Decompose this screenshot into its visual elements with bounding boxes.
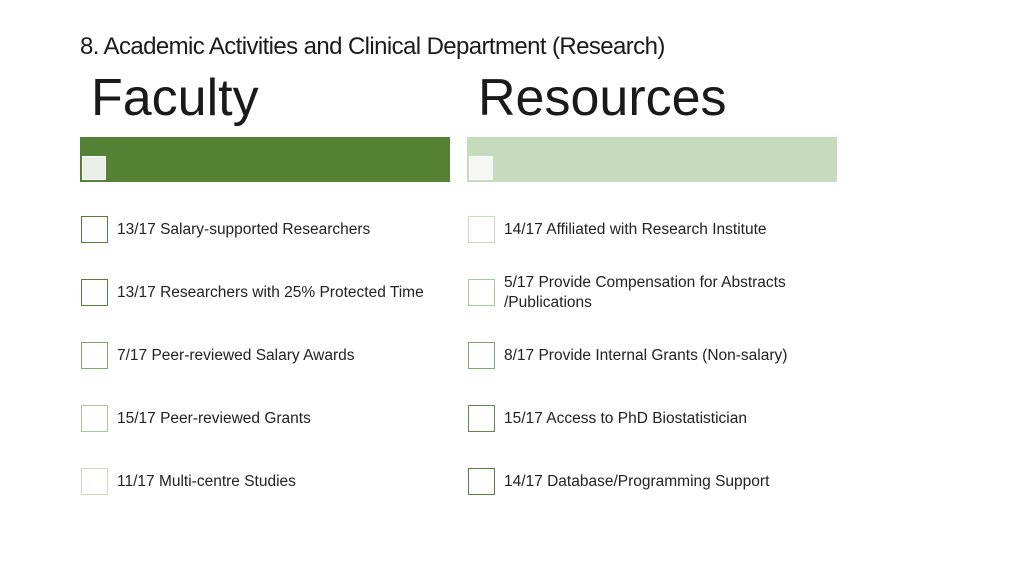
list-item-label: 11/17 Multi-centre Studies [117,473,296,490]
list-item-label: 14/17 Affiliated with Research Institute [504,221,767,238]
list-item [467,462,837,502]
checkbox-icon [81,279,108,306]
list-item [80,273,450,313]
resources-header-box [469,156,493,180]
list-item [80,399,450,439]
checkbox-icon [81,405,108,432]
list-item-label: 8/17 Provide Internal Grants (Non-salary) [504,347,788,364]
checkbox-icon [468,405,495,432]
list-item [467,273,837,313]
checkbox-icon [468,342,495,369]
list-item-label: 14/17 Database/Programming Support [504,473,770,490]
checkbox-icon [468,279,495,306]
checkbox-icon [81,342,108,369]
checkbox-icon [81,216,108,243]
faculty-heading: Faculty [91,69,259,127]
list-item-label: 13/17 Researchers with 25% Protected Time [117,284,424,301]
list-item-label: 15/17 Access to PhD Biostatistician [504,410,747,427]
slide-title: 8. Academic Activities and Clinical Department (Research) [80,33,665,60]
checkbox-icon [81,468,108,495]
checkbox-icon [468,216,495,243]
resources-heading: Resources [478,69,727,127]
list-item-label: 7/17 Peer-reviewed Salary Awards [117,347,355,364]
faculty-header-box [82,156,106,180]
list-item [467,210,837,250]
faculty-header-bar [80,137,450,182]
list-item [467,336,837,376]
list-item-label: 5/17 Provide Compensation for Abstracts /Publications [504,274,786,311]
list-item [80,462,450,502]
resources-header-bar [467,137,837,182]
list-item [80,336,450,376]
list-item [467,399,837,439]
checkbox-icon [468,468,495,495]
list-item-label: 15/17 Peer-reviewed Grants [117,410,311,427]
list-item-label: 13/17 Salary-supported Researchers [117,221,371,238]
list-item [80,210,450,250]
